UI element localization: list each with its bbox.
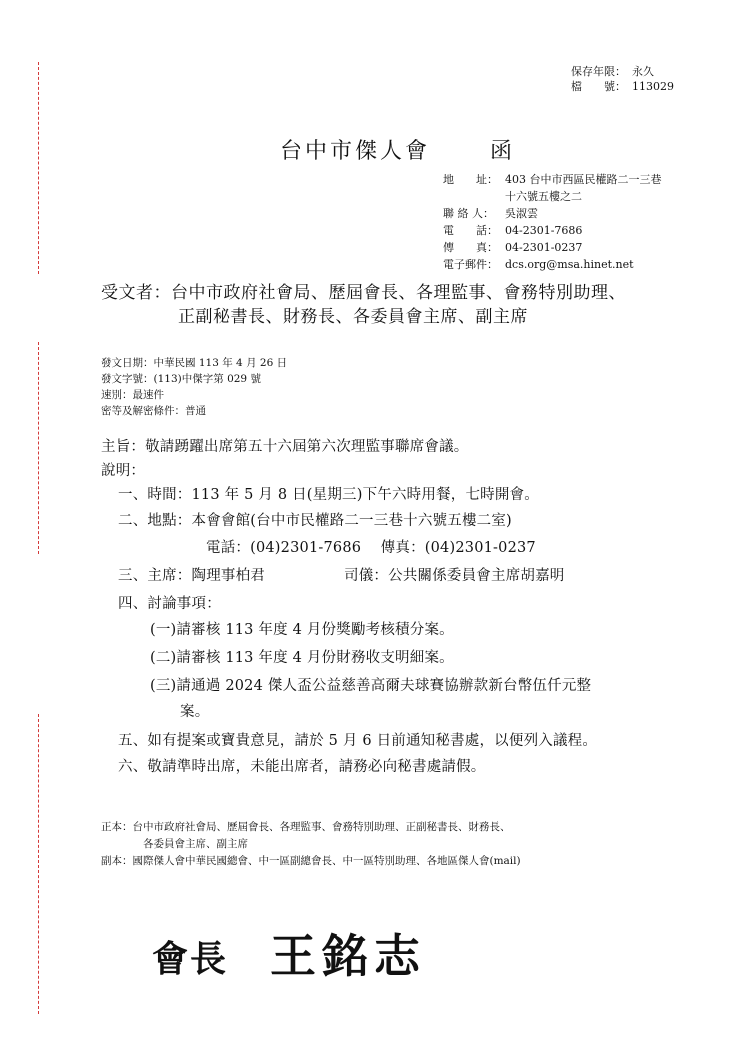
item-discussion: 四、討論事項： (118, 596, 221, 612)
discussion-item-2: (二)請審核 113 年度 4 月份財務收支明細案。 (150, 650, 454, 666)
margin-line-middle (38, 342, 39, 554)
contact-person (443, 207, 662, 224)
recipient-line-2: 正副秘書長、財務長、各委員會主席、副主席 (178, 307, 528, 327)
item-proposal: 五、如有提案或寶貴意見，請於 5 月 6 日前通知秘書處，以便列入議程。 (118, 733, 598, 749)
subject: 主旨：敬請踴躍出席第五十六屆第六次理監事聯席會議。 (101, 439, 469, 455)
original-recipients: 正本：台中市政府社會局、歷屆會長、各理監事、會務特別助理、正副秘書長、財務長、 (101, 821, 511, 833)
item-time: 一、時間：113 年 5 月 8 日(星期三)下午六時用餐，七時開會。 (118, 487, 539, 503)
recipient-line-1: 受文者：台中市政府社會局、歷屆會長、各理監事、會務特別助理、 (101, 283, 626, 303)
contact-label: 電 話： (443, 224, 498, 237)
item-attendance: 六、敬請準時出席，未能出席者，請務必向秘書處請假。 (118, 759, 486, 775)
contact-email (443, 258, 662, 275)
delivery-speed: 速別：最速件 (101, 389, 164, 401)
contact-label: 傳 真： (443, 241, 498, 254)
contact-fax (443, 241, 662, 258)
signature-name: 王銘志 (270, 929, 426, 983)
contact-address-cont (443, 190, 662, 207)
contact-phone (443, 224, 662, 241)
contact-value: 04-2301-0237 (505, 241, 583, 254)
item-mc: 司儀：公共關係委員會主席胡嘉明 (344, 568, 565, 584)
discussion-item-1: (一)請審核 113 年度 4 月份獎勵考核積分案。 (150, 622, 454, 638)
contact-value: 04-2301-7686 (505, 224, 583, 237)
retention-period (571, 65, 654, 79)
contact-address (443, 173, 662, 190)
contact-value: 吳淑雲 (505, 207, 538, 220)
original-recipients-cont: 各委員會主席、副主席 (143, 838, 248, 850)
retention-period-label: 保存年限： (571, 65, 626, 78)
explanation-label: 說明： (101, 463, 146, 479)
contact-label (443, 190, 505, 207)
margin-line-top (38, 62, 39, 274)
copy-recipients: 副本：國際傑人會中華民國總會、中一區副總會長、中一區特別助理、各地區傑人會(mail) (101, 855, 521, 867)
contact-value: 十六號五樓之二 (505, 190, 582, 203)
retention-period-value: 永久 (632, 65, 654, 78)
file-number-label: 檔 號： (571, 80, 626, 93)
discussion-item-3: (三)請通過 2024 傑人盃公益慈善高爾夫球賽協辦款新台幣伍仟元整 (150, 678, 592, 694)
doc-type: 函 (490, 139, 516, 164)
contact-label: 地 址： (443, 173, 498, 186)
margin-line-bottom (38, 714, 39, 1014)
contact-value: 403 台中市西區民權路二一三巷 (505, 173, 662, 186)
contact-value[interactable]: dcs.org@msa.hinet.net (505, 258, 634, 271)
signature-title: 會長 (152, 939, 229, 980)
issue-date: 發文日期：中華民國 113 年 4 月 26 日 (101, 357, 288, 369)
contact-label: 電子郵件： (443, 258, 498, 271)
security-level: 密等及解密條件：普通 (101, 405, 206, 417)
item-chair: 三、主席：陶理事柏君 (118, 568, 265, 584)
file-number-value: 113029 (632, 80, 674, 93)
file-number (571, 80, 674, 94)
contact-label: 聯 絡 人： (443, 207, 494, 220)
item-location-phone: 電話：(04)2301-7686 傳真：(04)2301-0237 (206, 540, 536, 556)
item-location: 二、地點：本會會館(台中市民權路二一三巷十六號五樓二室) (118, 513, 512, 529)
contact-block (443, 173, 662, 275)
discussion-item-3-cont: 案。 (180, 704, 210, 720)
org-title: 台中市傑人會 (280, 139, 431, 164)
issue-number: 發文字號：(113)中傑字第 029 號 (101, 373, 261, 385)
